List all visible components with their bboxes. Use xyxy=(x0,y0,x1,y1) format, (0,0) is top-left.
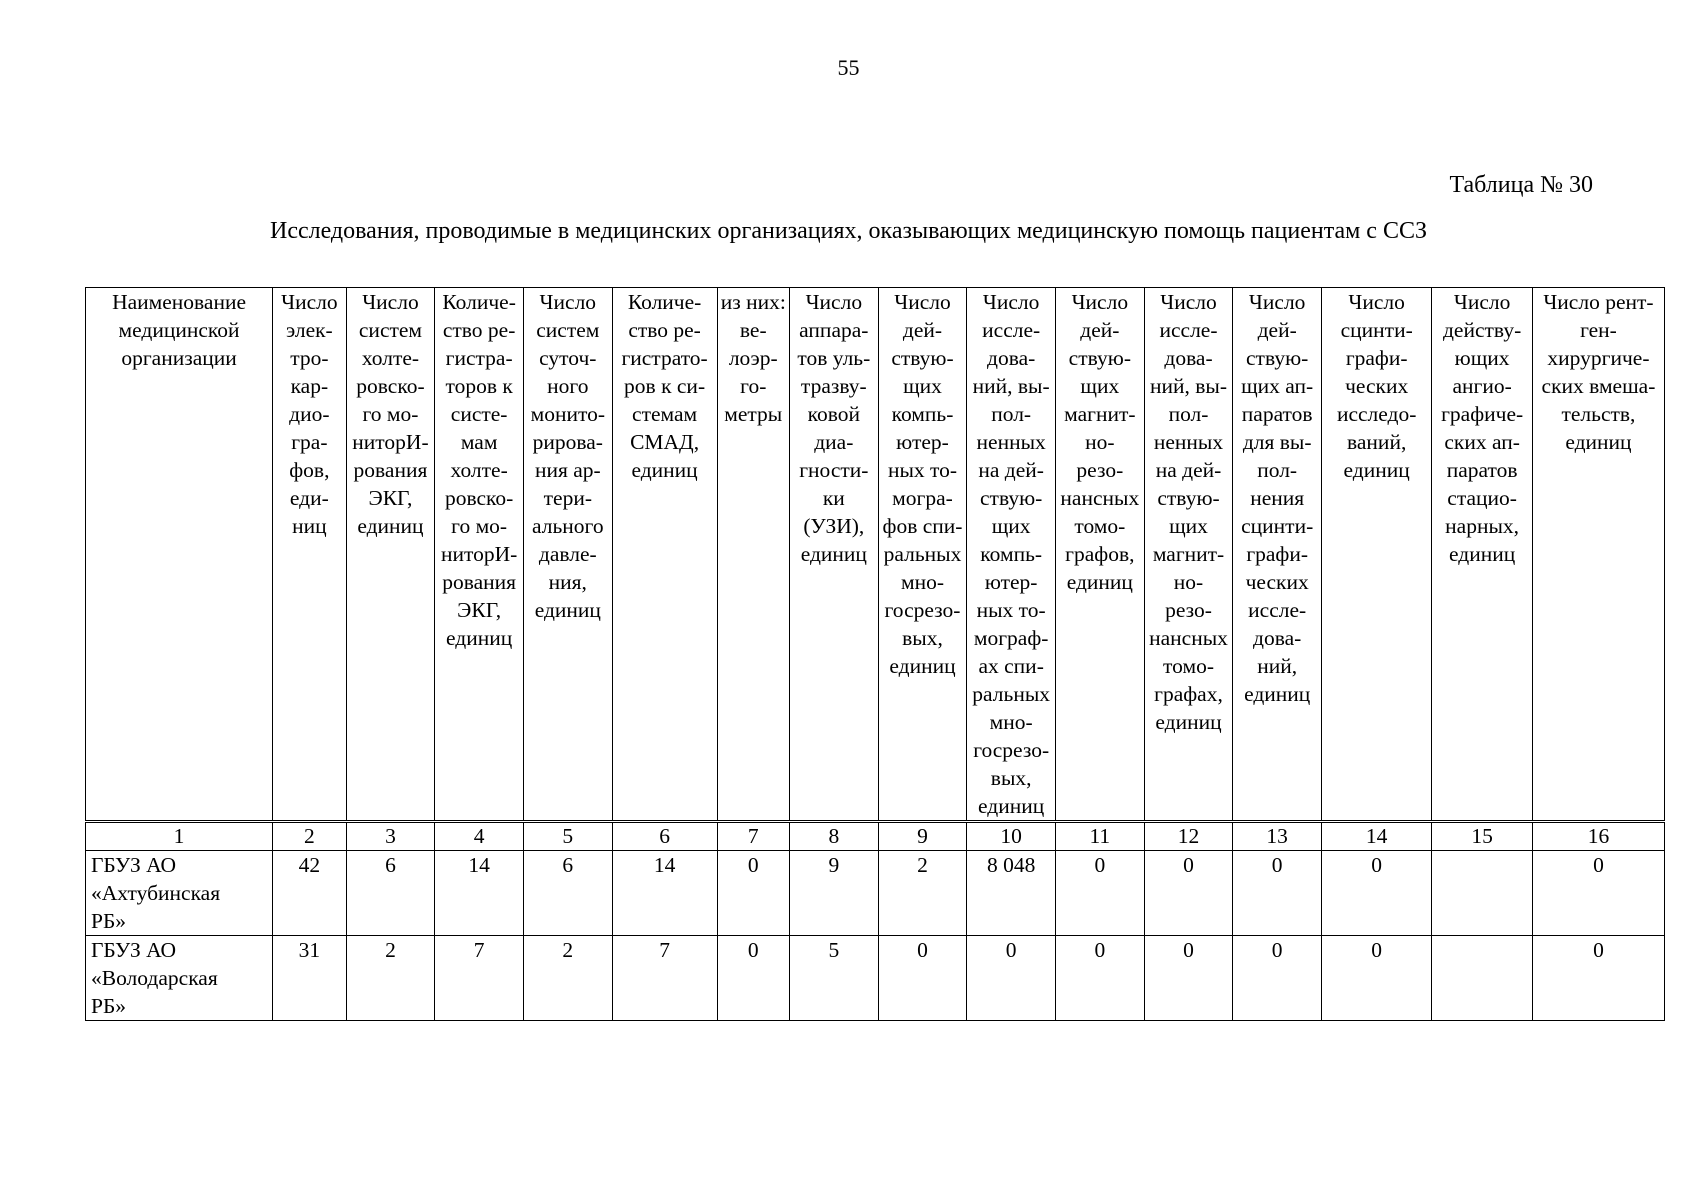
cell-text-line: рирова- xyxy=(532,430,603,454)
cell-text-line: но- xyxy=(1085,430,1115,454)
cell-text-line: ненных xyxy=(1153,430,1224,454)
cell-text-line: вых, xyxy=(990,766,1032,790)
cell-text-line: ствую- xyxy=(1068,346,1131,370)
column-number: 13 xyxy=(1233,822,1322,851)
cell-text-line: единиц xyxy=(800,542,867,566)
table-cell xyxy=(1432,851,1533,936)
cell-text-line: го мо- xyxy=(451,514,508,538)
cell-text-line: метры xyxy=(724,402,783,426)
cell-text-line: ний, вы- xyxy=(972,374,1050,398)
cell-text-line: иссле- xyxy=(982,318,1041,342)
table-cell: 0 xyxy=(878,936,967,1021)
header-cell-15 xyxy=(1432,288,1533,822)
cell-text-line: фов, xyxy=(289,458,330,482)
column-number: 8 xyxy=(789,822,878,851)
table-cell: 0 xyxy=(1322,851,1432,936)
cell-text-line: ских ап- xyxy=(1444,430,1520,454)
table-cell: 2 xyxy=(523,936,612,1021)
cell-text-line: ве- xyxy=(739,318,767,342)
header-cell-12 xyxy=(1144,288,1233,822)
cell-text-line: Наименование xyxy=(112,290,247,314)
column-number: 5 xyxy=(523,822,612,851)
cell-text-line: суточ- xyxy=(539,346,597,370)
cell-text-line: единиц xyxy=(1565,430,1632,454)
cell-text-line: магнит- xyxy=(1064,402,1136,426)
cell-text-line: тов уль- xyxy=(797,346,871,370)
cell-text-line: единиц xyxy=(1343,458,1410,482)
cell-text-line: ющих xyxy=(1454,346,1510,370)
column-number: 1 xyxy=(86,822,273,851)
cell-text-line: единиц xyxy=(446,626,513,650)
cell-text-line: резо- xyxy=(1076,458,1124,482)
cell-text-line: Количе- xyxy=(627,290,702,314)
research-table xyxy=(85,287,1665,1021)
header-cell-16 xyxy=(1532,288,1664,822)
cell-text-line: нансных xyxy=(1060,486,1140,510)
cell-text-line: из них: xyxy=(720,290,786,314)
cell-text-line: ненных xyxy=(976,430,1046,454)
cell-text-line: медицинской xyxy=(118,318,240,342)
cell-text-line: СМАД, xyxy=(630,430,700,454)
cell-text-line: еди- xyxy=(289,486,329,510)
header-cell-1 xyxy=(86,288,273,822)
header-cell-3 xyxy=(346,288,435,822)
cell-text-line: исследо- xyxy=(1336,402,1417,426)
cell-text-line: паратов xyxy=(1241,402,1313,426)
cell-text-line: единиц xyxy=(1449,542,1516,566)
cell-text-line: тельств, xyxy=(1561,402,1636,426)
table-cell: 6 xyxy=(346,851,435,936)
cell-text-line: ствую- xyxy=(891,346,954,370)
column-number: 15 xyxy=(1432,822,1533,851)
cell-text-line: хирургиче- xyxy=(1547,346,1650,370)
cell-text-line: ных то- xyxy=(976,598,1046,622)
header-cell-2 xyxy=(273,288,347,822)
cell-text-line: Количе- xyxy=(442,290,516,314)
cell-text-line: лоэр- xyxy=(728,346,778,370)
cell-text-line: ютер- xyxy=(896,430,949,454)
cell-text-line: магнит- xyxy=(1152,542,1225,566)
cell-text-line: пол- xyxy=(1257,458,1298,482)
table-cell: 0 xyxy=(1233,851,1322,936)
cell-text-line: графи- xyxy=(1246,542,1309,566)
cell-text-line: давле- xyxy=(538,542,597,566)
cell-text-line: томо- xyxy=(1074,514,1126,538)
cell-text-line: ство ре- xyxy=(628,318,701,342)
table-row xyxy=(86,851,1665,936)
header-cell-14 xyxy=(1322,288,1432,822)
table-cell: 14 xyxy=(612,851,717,936)
cell-text-line: РБ» xyxy=(91,909,127,933)
cell-text-line: Число xyxy=(362,290,419,314)
cell-text-line: го- xyxy=(740,374,767,398)
table-cell: 42 xyxy=(273,851,347,936)
cell-text-line: пол- xyxy=(1168,402,1209,426)
table-cell: 9 xyxy=(789,851,878,936)
table-cell: 2 xyxy=(346,936,435,1021)
cell-text-line: пол- xyxy=(991,402,1032,426)
cell-text-line: дей- xyxy=(1080,318,1120,342)
column-number-row xyxy=(86,822,1665,851)
table-row xyxy=(86,936,1665,1021)
cell-text-line: гности- xyxy=(799,458,869,482)
cell-text-line: нения xyxy=(1250,486,1305,510)
cell-text-line: РБ» xyxy=(91,994,127,1018)
cell-text-line: мно- xyxy=(900,570,944,594)
cell-text-line: ангио- xyxy=(1452,374,1512,398)
column-number: 7 xyxy=(717,822,789,851)
cell-text-line: ческих xyxy=(1345,374,1409,398)
cell-text-line: дова- xyxy=(987,346,1036,370)
cell-text-line: томо- xyxy=(1163,654,1214,678)
organization-name xyxy=(86,936,273,1021)
cell-text-line: ствую- xyxy=(1157,486,1220,510)
cell-text-line: дио- xyxy=(289,402,330,426)
cell-text-line: ровско- xyxy=(444,486,514,510)
cell-text-line: Число xyxy=(1348,290,1405,314)
cell-text-line: компь- xyxy=(891,402,954,426)
column-number: 12 xyxy=(1144,822,1233,851)
cell-text-line: единиц xyxy=(978,794,1045,818)
table-cell: 0 xyxy=(1056,936,1145,1021)
column-number: 2 xyxy=(273,822,347,851)
cell-text-line: ство ре- xyxy=(442,318,516,342)
header-cell-11 xyxy=(1056,288,1145,822)
cell-text-line: ниторИ- xyxy=(440,542,518,566)
cell-text-line: Число xyxy=(1453,290,1511,314)
cell-text-line: щих xyxy=(903,374,942,398)
cell-text-line: холте- xyxy=(361,346,420,370)
table-cell: 14 xyxy=(435,851,524,936)
cell-text-line: могра- xyxy=(892,486,953,510)
table-cell: 0 xyxy=(967,936,1056,1021)
cell-text-line: щих xyxy=(1169,514,1208,538)
cell-text-line: ральных xyxy=(883,542,962,566)
cell-text-line: гистра- xyxy=(445,346,513,370)
cell-text-line: щих xyxy=(1080,374,1120,398)
cell-text-line: ния, xyxy=(548,570,587,594)
cell-text-line: систем xyxy=(358,318,423,342)
organization-name xyxy=(86,851,273,936)
cell-text-line: щих ап- xyxy=(1241,374,1314,398)
cell-text-line: систе- xyxy=(450,402,508,426)
table-cell: 0 xyxy=(1233,936,1322,1021)
cell-text-line: графов, xyxy=(1065,542,1135,566)
cell-text-line: единиц xyxy=(631,458,698,482)
cell-text-line: тери- xyxy=(543,486,592,510)
header-cell-13 xyxy=(1233,288,1322,822)
cell-text-line: ваний, xyxy=(1347,430,1407,454)
header-cell-7 xyxy=(717,288,789,822)
table-cell: 0 xyxy=(1056,851,1145,936)
cell-text-line: единиц xyxy=(1155,710,1222,734)
cell-text-line: мам xyxy=(460,430,498,454)
cell-text-line: Число рент- xyxy=(1543,290,1654,314)
cell-text-line: дей- xyxy=(1257,318,1297,342)
cell-text-line: ковой xyxy=(807,402,860,426)
column-number: 6 xyxy=(612,822,717,851)
table-cell: 0 xyxy=(1532,936,1664,1021)
table-cell: 0 xyxy=(1322,936,1432,1021)
cell-text-line: единиц xyxy=(1066,570,1133,594)
cell-text-line: госрезо- xyxy=(973,738,1050,762)
cell-text-line: сцинти- xyxy=(1340,318,1413,342)
cell-text-line: элек- xyxy=(286,318,333,342)
table-label: Таблица № 30 xyxy=(1449,172,1593,198)
table-cell: 7 xyxy=(435,936,524,1021)
cell-text-line: ральных xyxy=(972,682,1051,706)
cell-text-line: ЭКГ, xyxy=(368,486,413,510)
table-cell: 0 xyxy=(717,936,789,1021)
column-number: 11 xyxy=(1056,822,1145,851)
cell-text-line: дова- xyxy=(1253,626,1302,650)
table-cell: 6 xyxy=(523,851,612,936)
cell-text-line: мограф- xyxy=(973,626,1049,650)
cell-text-line: рования xyxy=(442,570,517,594)
cell-text-line: Число xyxy=(281,290,338,314)
cell-text-line: щих xyxy=(991,514,1031,538)
cell-text-line: ний, вы- xyxy=(1149,374,1228,398)
cell-text-line: стацио- xyxy=(1447,486,1517,510)
header-cell-6 xyxy=(612,288,717,822)
cell-text-line: стемам xyxy=(632,402,698,426)
cell-text-line: ров к си- xyxy=(624,374,706,398)
cell-text-line: нансных xyxy=(1149,626,1228,650)
cell-text-line: но- xyxy=(1173,570,1204,594)
cell-text-line: (УЗИ), xyxy=(803,514,865,538)
cell-text-line: графиче- xyxy=(1441,402,1524,426)
cell-text-line: ниц xyxy=(292,514,327,538)
table-cell: 8 048 xyxy=(967,851,1056,936)
cell-text-line: дова- xyxy=(1164,346,1213,370)
cell-text-line: торов к xyxy=(445,374,513,398)
cell-text-line: госрезо- xyxy=(884,598,961,622)
table-cell: 0 xyxy=(1144,936,1233,1021)
table-cell: 5 xyxy=(789,936,878,1021)
table-cell: 0 xyxy=(1144,851,1233,936)
cell-text-line: графах, xyxy=(1154,682,1223,706)
cell-text-line: ютер- xyxy=(984,570,1038,594)
cell-text-line: иссле- xyxy=(1248,598,1307,622)
cell-text-line: ствую- xyxy=(980,486,1043,510)
cell-text-line: Число xyxy=(1160,290,1217,314)
header-cell-4 xyxy=(435,288,524,822)
cell-text-line: кар- xyxy=(290,374,329,398)
cell-text-line: графи- xyxy=(1345,346,1408,370)
cell-text-line: резо- xyxy=(1165,598,1212,622)
cell-text-line: фов спи- xyxy=(882,514,963,538)
cell-text-line: холте- xyxy=(450,458,508,482)
cell-text-line: единиц xyxy=(1244,682,1311,706)
cell-text-line: тразву- xyxy=(800,374,867,398)
document-title: Исследования, проводимые в медицинских организациях, оказывающих медицинскую помощь пациентам с ССЗ xyxy=(269,218,1427,244)
table-cell: 31 xyxy=(273,936,347,1021)
cell-text-line: го мо- xyxy=(362,402,419,426)
cell-text-line: на дей- xyxy=(1155,458,1222,482)
column-number: 14 xyxy=(1322,822,1432,851)
header-cell-9 xyxy=(878,288,967,822)
cell-text-line: ниторИ- xyxy=(352,430,429,454)
cell-text-line: паратов xyxy=(1446,458,1518,482)
cell-text-line: ального xyxy=(532,514,604,538)
cell-text-line: Число xyxy=(982,290,1040,314)
cell-text-line: аппара- xyxy=(799,318,869,342)
column-number: 9 xyxy=(878,822,967,851)
cell-text-line: ских вмеша- xyxy=(1541,374,1656,398)
column-number: 16 xyxy=(1532,822,1664,851)
table-cell xyxy=(1432,936,1533,1021)
cell-text-line: Число xyxy=(1248,290,1306,314)
cell-text-line: ГБУЗ АО xyxy=(91,938,177,962)
cell-text-line: монито- xyxy=(530,402,605,426)
cell-text-line: вых, xyxy=(902,626,943,650)
cell-text-line: на дей- xyxy=(978,458,1044,482)
cell-text-line: ных то- xyxy=(887,458,958,482)
cell-text-line: систем xyxy=(536,318,600,342)
cell-text-line: Число xyxy=(805,290,863,314)
cell-text-line: Число xyxy=(894,290,951,314)
header-cell-8 xyxy=(789,288,878,822)
cell-text-line: единиц xyxy=(357,514,424,538)
column-number: 10 xyxy=(967,822,1056,851)
cell-text-line: действу- xyxy=(1442,318,1522,342)
cell-text-line: ствую- xyxy=(1246,346,1309,370)
table-header-row xyxy=(86,288,1665,822)
column-number: 3 xyxy=(346,822,435,851)
cell-text-line: ровско- xyxy=(356,374,425,398)
cell-text-line: мно- xyxy=(989,710,1033,734)
cell-text-line: для вы- xyxy=(1242,430,1312,454)
cell-text-line: нарных, xyxy=(1445,514,1520,538)
cell-text-line: гра- xyxy=(291,430,328,454)
cell-text-line: ного xyxy=(547,374,589,398)
table-cell: 2 xyxy=(878,851,967,936)
cell-text-line: рования xyxy=(353,458,428,482)
cell-text-line: ческих xyxy=(1245,570,1309,594)
cell-text-line: тро- xyxy=(290,346,329,370)
cell-text-line: единиц xyxy=(889,654,956,678)
cell-text-line: ах спи- xyxy=(978,654,1044,678)
cell-text-line: единиц xyxy=(534,598,601,622)
cell-text-line: «Ахтубинская xyxy=(91,881,221,905)
table-cell: 0 xyxy=(717,851,789,936)
cell-text-line: ген- xyxy=(1580,318,1617,342)
cell-text-line: ГБУЗ АО xyxy=(91,853,177,877)
cell-text-line: дей- xyxy=(902,318,943,342)
cell-text-line: Число xyxy=(1071,290,1129,314)
page-number: 55 xyxy=(837,55,860,80)
cell-text-line: ний, xyxy=(1257,654,1298,678)
header-cell-10 xyxy=(967,288,1056,822)
cell-text-line: ЭКГ, xyxy=(457,598,502,622)
cell-text-line: ния ар- xyxy=(534,458,601,482)
cell-text-line: компь- xyxy=(980,542,1043,566)
cell-text-line: сцинти- xyxy=(1241,514,1314,538)
cell-text-line: гистрато- xyxy=(621,346,708,370)
cell-text-line: диа- xyxy=(814,430,854,454)
cell-text-line: иссле- xyxy=(1159,318,1218,342)
cell-text-line: Число xyxy=(539,290,597,314)
table-cell: 7 xyxy=(612,936,717,1021)
cell-text-line: организации xyxy=(121,346,237,370)
cell-text-line: «Володарская xyxy=(91,966,218,990)
cell-text-line: ки xyxy=(822,486,845,510)
header-cell-5 xyxy=(523,288,612,822)
column-number: 4 xyxy=(435,822,524,851)
table-cell: 0 xyxy=(1532,851,1664,936)
